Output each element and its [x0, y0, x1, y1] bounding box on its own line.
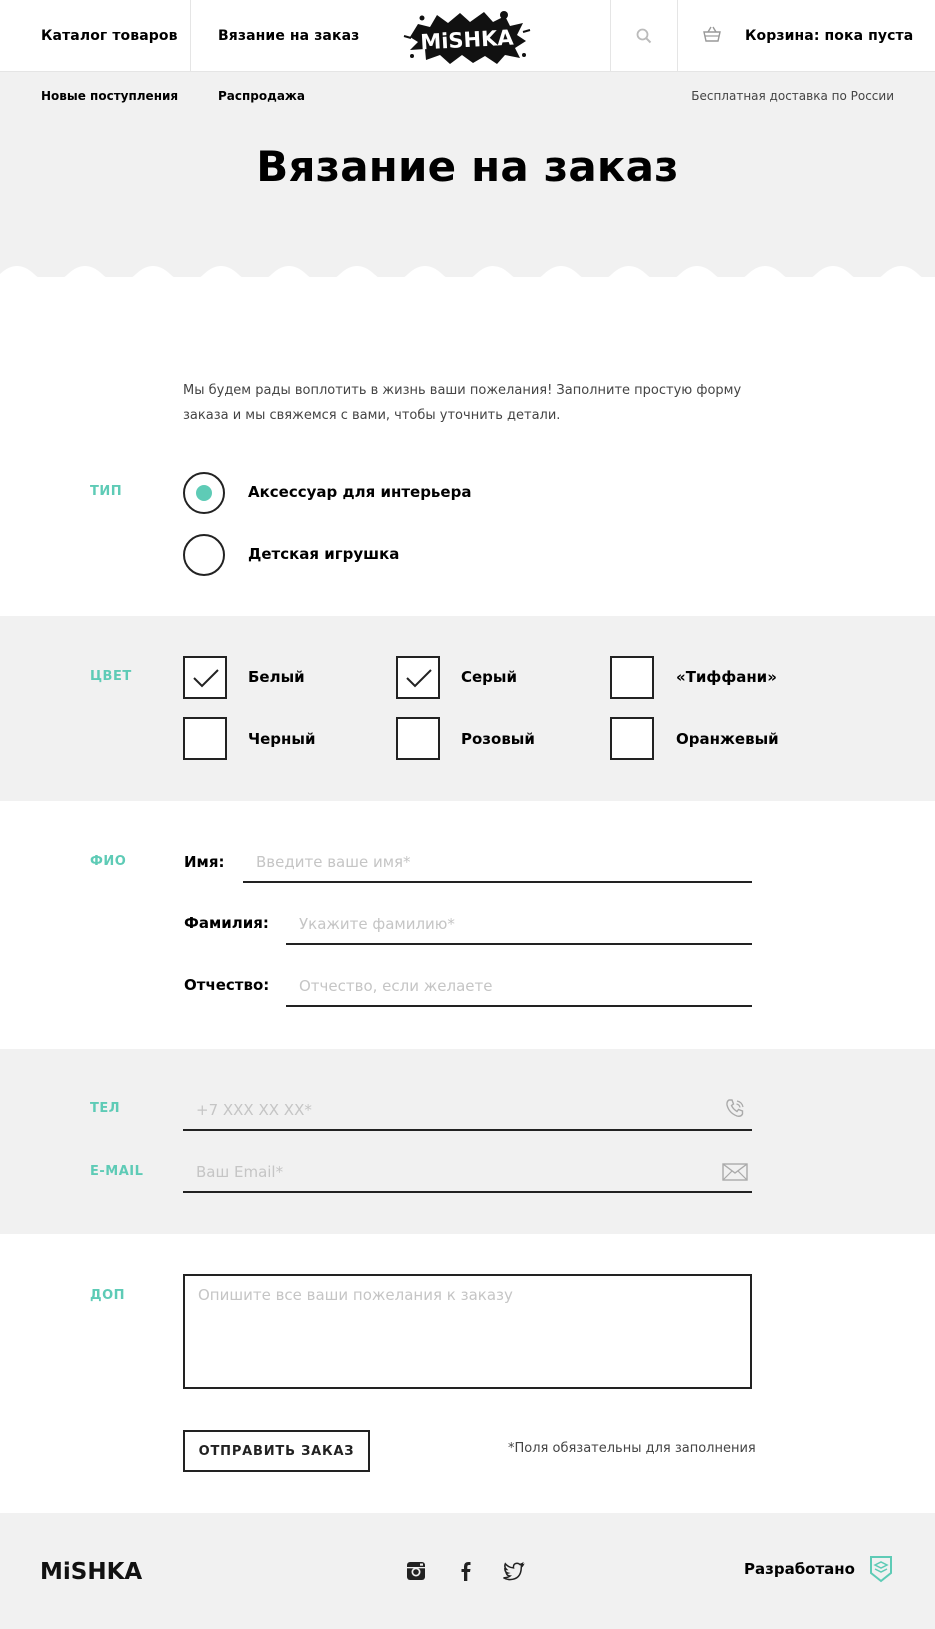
- checkbox-gray[interactable]: [396, 656, 440, 699]
- checkbox-white[interactable]: [183, 656, 227, 699]
- free-delivery-note: Бесплатная доставка по России: [691, 89, 894, 103]
- radio-kids-toy[interactable]: [183, 534, 225, 576]
- field-label-patronymic: Отчество:: [184, 976, 270, 994]
- color-section-band: [0, 616, 935, 801]
- subnav-sale[interactable]: Распродажа: [218, 89, 305, 103]
- page-title: Вязание на заказ: [256, 142, 679, 191]
- patronymic-input[interactable]: [286, 967, 752, 1007]
- phone-input[interactable]: [183, 1091, 752, 1131]
- envelope-icon: [722, 1163, 748, 1181]
- wishes-textarea[interactable]: [183, 1274, 752, 1389]
- phone-icon: [724, 1098, 746, 1120]
- checkmark-icon: [192, 666, 220, 690]
- nav-item-knitting[interactable]: [218, 0, 359, 72]
- checkbox-label-white[interactable]: Белый: [248, 668, 305, 686]
- section-label-color: ЦВЕТ: [90, 669, 132, 684]
- site-footer: [0, 1513, 935, 1629]
- search-button[interactable]: [611, 0, 677, 72]
- twitter-icon[interactable]: [502, 1560, 524, 1582]
- checkbox-label-gray[interactable]: Серый: [461, 668, 517, 686]
- section-label-email: E-MAIL: [90, 1164, 144, 1179]
- cart-label[interactable]: Корзина: пока пуста: [745, 28, 914, 44]
- footer-logo-wordmark: MiSHKA: [40, 1559, 143, 1585]
- site-header: [0, 0, 935, 72]
- search-icon: [636, 28, 652, 44]
- checkmark-icon: [405, 666, 433, 690]
- required-fields-note: *Поля обязательны для заполнения: [508, 1441, 756, 1456]
- nav-link-knitting[interactable]: Вязание на заказ: [218, 28, 360, 44]
- section-label-type: ТИП: [90, 484, 123, 499]
- developed-by-label: Разработано: [744, 1560, 855, 1578]
- contacts-section-band: [0, 1049, 935, 1234]
- mishka-logo[interactable]: [404, 7, 530, 67]
- academy-shield-icon[interactable]: [869, 1555, 893, 1583]
- subnav-new-arrivals[interactable]: Новые поступления: [41, 89, 179, 103]
- basket-icon[interactable]: [703, 26, 721, 44]
- checkbox-label-orange[interactable]: Оранжевый: [676, 730, 779, 748]
- radio-selected-dot: [196, 485, 212, 501]
- section-label-phone: ТЕЛ: [90, 1101, 121, 1116]
- email-input[interactable]: [183, 1153, 752, 1193]
- checkbox-label-tiffany[interactable]: «Тиффани»: [676, 668, 777, 686]
- cart-status[interactable]: [745, 0, 913, 72]
- radio-interior-accessory[interactable]: [183, 472, 225, 514]
- nav-item-catalog[interactable]: [41, 0, 178, 72]
- submit-order-button[interactable]: ОТПРАВИТЬ ЗАКАЗ: [183, 1430, 370, 1472]
- checkbox-label-pink[interactable]: Розовый: [461, 730, 535, 748]
- instagram-icon[interactable]: [405, 1560, 427, 1582]
- facebook-icon[interactable]: [455, 1560, 477, 1582]
- hero-section: [0, 72, 935, 277]
- header-divider: [677, 0, 678, 72]
- nav-link-catalog[interactable]: Каталог товаров: [41, 28, 178, 44]
- radio-label-kids-toy[interactable]: Детская игрушка: [248, 545, 400, 563]
- wave-divider: [0, 258, 935, 282]
- checkbox-label-black[interactable]: Черный: [248, 730, 316, 748]
- section-label-fio: ФИО: [90, 854, 127, 869]
- checkbox-orange[interactable]: [610, 717, 654, 760]
- footer-mishka-logo[interactable]: [40, 1553, 143, 1587]
- logo-wordmark: MiSHKA: [419, 25, 515, 55]
- checkbox-black[interactable]: [183, 717, 227, 760]
- checkbox-pink[interactable]: [396, 717, 440, 760]
- checkbox-tiffany[interactable]: [610, 656, 654, 699]
- form-intro-text: Мы будем рады воплотить в жизнь ваши пожелания! Заполните простую форму заказа и мы свяжемся с вами, чтобы уточнить детали.: [183, 383, 742, 423]
- radio-label-interior-accessory[interactable]: Аксессуар для интерьера: [248, 483, 472, 501]
- field-label-last-name: Фамилия:: [184, 914, 269, 932]
- field-label-first-name: Имя:: [184, 853, 225, 871]
- first-name-input[interactable]: [243, 843, 752, 883]
- last-name-input[interactable]: [286, 905, 752, 945]
- header-divider: [190, 0, 191, 72]
- section-label-extra: ДОП: [90, 1288, 126, 1303]
